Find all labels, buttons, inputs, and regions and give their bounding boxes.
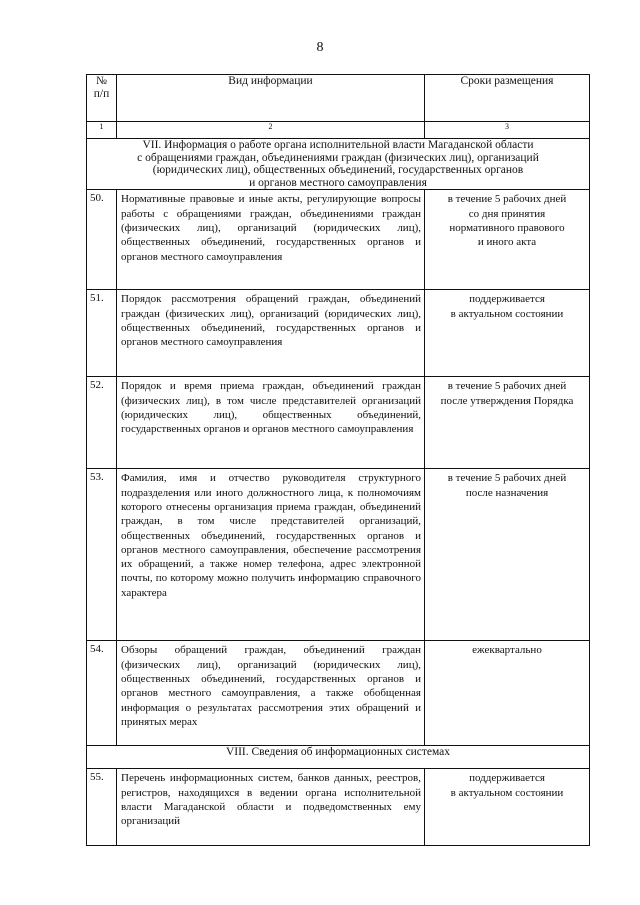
header-placement-term: Сроки размещения [425,75,590,122]
page-number: 8 [316,40,324,55]
section-8-row [87,746,590,769]
row-info: Нормативные правовые и иные акты, регулирующие вопросы работы с обращениями граждан, объединениями граждан (физических лиц), организаций (юридических лиц), общественных объединений, государственных органов и органов местного самоуправления [117,190,425,290]
column-number: 3 [425,122,590,139]
row-number: 55. [87,769,117,846]
row-term: в течение 5 рабочих дней со дня принятия нормативного правового и иного акта [425,190,590,290]
information-table [86,74,590,846]
row-number: 54. [87,641,117,746]
row-info: Обзоры обращений граждан, объединений граждан (физических лиц), организаций (юридических лиц), общественных объединений, государственных органов и органов местного самоуправления, а также обобщенная информация о результатах рассмотрения этих обращений и принятых мерах [117,641,425,746]
section-7-title: VII. Информация о работе органа исполнительной власти Магаданской области с обращениями граждан, объединениями граждан (физических лиц), организаций (юридических лиц), общественных объединений, государственных органов и органов местного самоуправления [87,139,590,190]
header-info-type: Вид информации [117,75,425,122]
table-header-row [87,75,590,122]
row-term: ежеквартально [425,641,590,746]
row-number: 50. [87,190,117,290]
table-row [87,377,590,469]
header-num: № п/п [87,75,117,122]
table-row [87,641,590,746]
section-8-title: VIII. Сведения об информационных системах [87,746,590,769]
table-row [87,190,590,290]
column-numbers-row [87,122,590,139]
table-row [87,290,590,377]
table-row [87,769,590,846]
row-term: в течение 5 рабочих дней после назначения [425,469,590,641]
row-info: Фамилия, имя и отчество руководителя структурного подразделения или иного должностного лица, к полномочиям которого отнесены организация приема граждан, объединений граждан, в том числе представителей организаций, общественных объединений, государственных органов и органов местного самоуправления, обеспечение рассмотрения их обращений, а также номер телефона, адрес электронной почты, по которому можно получить информацию справочного характера [117,469,425,641]
row-term: поддерживается в актуальном состоянии [425,290,590,377]
row-info: Порядок и время приема граждан, объединений граждан (физических лиц), в том числе представителей организаций (юридических лиц), общественных объединений, государственных органов и органов местного самоуправления [117,377,425,469]
row-term: в течение 5 рабочих дней после утверждения Порядка [425,377,590,469]
row-number: 51. [87,290,117,377]
row-number: 52. [87,377,117,469]
row-number: 53. [87,469,117,641]
row-info: Перечень информационных систем, банков данных, реестров, регистров, находящихся в ведении органа исполнительной власти Магаданской области и подведомственных ему организаций [117,769,425,846]
section-7-row [87,139,590,190]
table-row [87,469,590,641]
row-info: Порядок рассмотрения обращений граждан, объединений граждан (физических лиц), организаций (юридических лиц), общественных объединений, государственных органов и органов местного самоуправления [117,290,425,377]
column-number: 2 [117,122,425,139]
row-term: поддерживается в актуальном состоянии [425,769,590,846]
column-number: 1 [87,122,117,139]
